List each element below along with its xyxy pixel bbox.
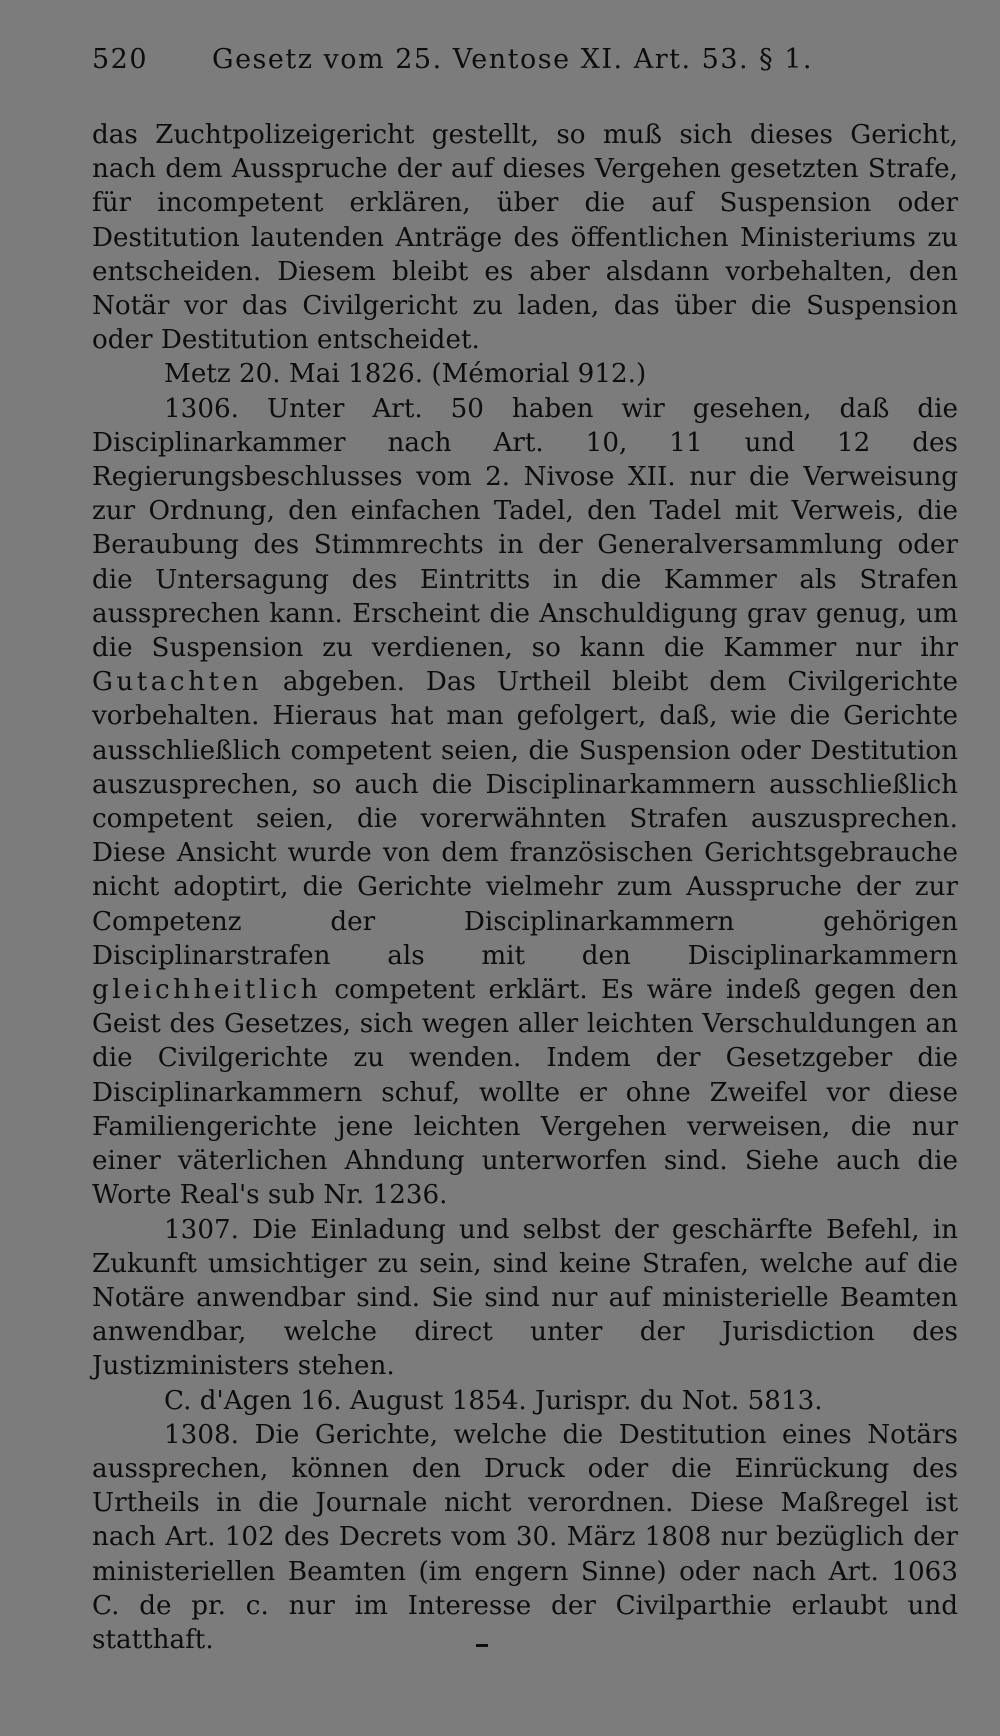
- footer-dash: [476, 1644, 488, 1647]
- paragraph-1308: 1308. Die Gerichte, welche die Destitution eines Notärs aussprechen, können den Druck oder die Einrückung des Urtheils in die Journale nicht verordnen. Diese Maßregel ist nach Art. 102 des Decrets vom 30. März 1808 nur bezüglich der ministeriellen Beamten (im engern Sinne) oder nach Art. 1063 C. de pr. c. nur im Interesse der Civilparthie erlaubt und statthaft.: [92, 1419, 958, 1655]
- paragraph-1306-part-a: 1306. Unter Art. 50 haben wir gesehen, daß die Disciplinarkammer nach Art. 10, 11 und 12 des Regierungsbeschlusses vom 2. Nivose XII. nur die Verweisung zur Ordnung, den einfachen Tadel, den Tadel mit Verweis, die Beraubung des Stimmrechts in der Generalversammlung oder die Untersagung des Eintritts in die Kammer als Strafen aussprechen kann. Erscheint die Anschuldigung grav genug, um die Suspension zu verdienen, so kann die Kammer nur ihr: [92, 393, 958, 664]
- page-header: [92, 44, 958, 84]
- emphasis-gleichheitlich: gleichheitlich: [92, 975, 322, 1006]
- paragraph-continuation: das Zuchtpolizeigericht gestellt, so muß sich dieses Gericht, nach dem Ausspruche der auf dieses Vergehen gesetzten Strafe, für incompetent erklären, über die auf Suspension oder Destitution lautenden Anträge des öffentlichen Ministeriums zu entscheiden. Diesem bleibt es aber alsdann vorbehalten, den Notär vor das Civilgericht zu laden, das über die Suspension oder Destitution entscheidet.: [92, 120, 958, 356]
- paragraph-1306-part-c: competent erklärt. Es wäre indeß gegen den Geist des Gesetzes, sich wegen aller leichten Verschuldungen an die Civilgerichte zu wenden. Indem der Gesetzgeber die Disciplinarkammern schuf, wollte er ohne Zweifel vor diese Familiengerichte jene leichten Vergehen verweisen, die nur einer väterlichen Ahndung unterworfen sind. Siehe auch die Worte Real's sub Nr. 1236.: [92, 975, 958, 1211]
- paragraph-1307: 1307. Die Einladung und selbst der geschärfte Befehl, in Zukunft umsichtiger zu sein, sind keine Strafen, welche auf die Notäre anwendbar sind. Sie sind nur auf ministerielle Beamten anwendbar, welche direct unter der Jurisdiction des Justizministers stehen.: [92, 1214, 958, 1382]
- paragraph-1306-part-b: abgeben. Das Urtheil bleibt dem Civilgerichte vorbehalten. Hieraus hat man gefolgert, daß, wie die Gerichte ausschließlich competent seien, die Suspension oder Destitution auszusprechen, so auch die Disciplinarkammern ausschließlich competent seien, die vorerwähnten Strafen auszusprechen. Diese Ansicht wurde von dem französischen Gerichtsgebrauche nicht adoptirt, die Gerichte vielmehr zum Ausspruche der zur Competenz der Disciplinarkammern gehörigen Disciplinarstrafen als mit den Disciplinarkammern: [92, 667, 959, 971]
- body-text: [92, 118, 958, 1657]
- paragraph-1306: [92, 392, 958, 1213]
- running-title: Gesetz vom 25. Ventose XI. Art. 53. § 1.: [212, 44, 814, 75]
- page-number: 520: [92, 44, 149, 75]
- citation-agen: C. d'Agen 16. August 1854. Jurispr. du Not. 5813.: [164, 1385, 823, 1416]
- citation-metz: Metz 20. Mai 1826. (Mémorial 912.): [164, 359, 647, 390]
- emphasis-gutachten: Gutachten: [92, 667, 262, 698]
